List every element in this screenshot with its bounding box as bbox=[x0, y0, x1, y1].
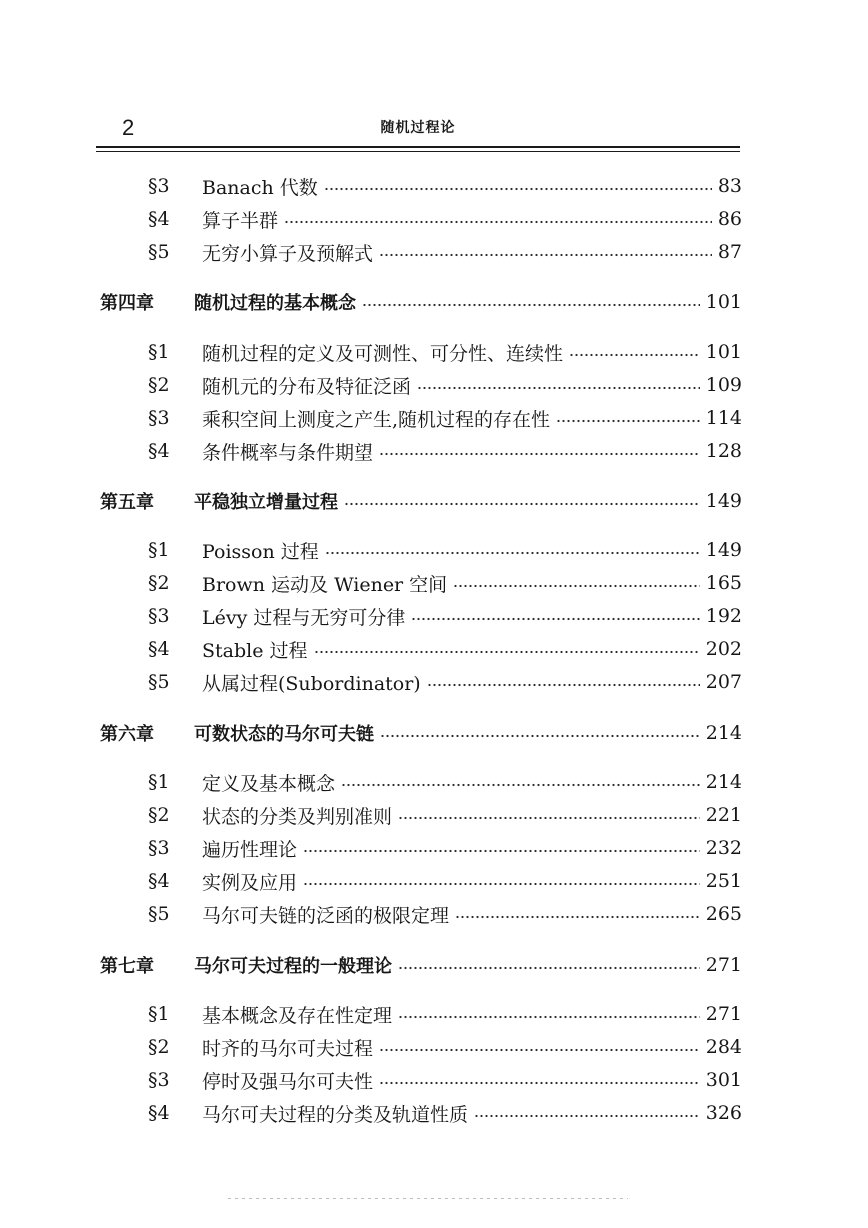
running-title: 随机过程论 bbox=[380, 120, 456, 136]
header-rule-thick bbox=[96, 146, 740, 148]
toc-section-row[interactable] bbox=[148, 171, 742, 201]
section-number: §1 bbox=[148, 539, 170, 561]
section-number: §3 bbox=[148, 605, 170, 627]
section-title: 定义及基本概念 bbox=[202, 772, 336, 795]
section-title: 随机过程的定义及可测性、可分性、连续性 bbox=[202, 342, 564, 365]
page-ref: 271 bbox=[705, 954, 742, 976]
section-number: §4 bbox=[148, 870, 170, 892]
page-ref: 265 bbox=[705, 903, 742, 925]
page-ref: 101 bbox=[705, 341, 742, 363]
dot-leader bbox=[324, 187, 712, 191]
section-number: §1 bbox=[148, 1003, 170, 1025]
scan-artifact-line bbox=[228, 1198, 628, 1199]
dot-leader bbox=[398, 1015, 700, 1019]
page-ref: 221 bbox=[705, 804, 742, 826]
section-title: Banach 代数 bbox=[202, 176, 318, 199]
page-ref: 149 bbox=[705, 539, 742, 561]
toc-section-row[interactable] bbox=[148, 800, 742, 830]
toc-section-row[interactable] bbox=[148, 403, 742, 433]
section-number: §2 bbox=[148, 374, 170, 396]
section-number: §3 bbox=[148, 175, 170, 197]
chapter-number: 第六章 bbox=[100, 724, 154, 745]
chapter-title: 可数状态的马尔可夫链 bbox=[194, 724, 374, 745]
section-number: §2 bbox=[148, 1036, 170, 1058]
dot-leader bbox=[303, 849, 700, 853]
section-title: 状态的分类及判别准则 bbox=[202, 805, 393, 828]
section-number: §2 bbox=[148, 572, 170, 594]
dot-leader bbox=[427, 683, 700, 687]
toc-section-row[interactable] bbox=[148, 866, 742, 896]
section-title: 马尔可夫过程的分类及轨道性质 bbox=[202, 1103, 469, 1126]
dot-leader bbox=[341, 783, 700, 787]
toc-section-row[interactable] bbox=[148, 667, 742, 697]
section-title: 时齐的马尔可夫过程 bbox=[202, 1037, 374, 1060]
section-number: §5 bbox=[148, 671, 170, 693]
page-ref: 326 bbox=[705, 1102, 742, 1124]
section-title: 算子半群 bbox=[202, 209, 279, 232]
toc-section-row[interactable] bbox=[148, 370, 742, 400]
dot-leader bbox=[455, 915, 700, 919]
toc-section-row[interactable] bbox=[148, 1032, 742, 1062]
page-ref: 232 bbox=[705, 837, 742, 859]
dot-leader bbox=[303, 882, 700, 886]
toc-section-row[interactable] bbox=[148, 767, 742, 797]
page-number: 2 bbox=[122, 115, 135, 140]
section-number: §1 bbox=[148, 341, 170, 363]
section-title: 随机元的分布及特征泛函 bbox=[202, 375, 412, 398]
section-title: 条件概率与条件期望 bbox=[202, 441, 374, 464]
dot-leader bbox=[325, 551, 700, 555]
dot-leader bbox=[556, 419, 700, 423]
page-ref: 271 bbox=[705, 1003, 742, 1025]
section-title: 停时及强马尔可夫性 bbox=[202, 1070, 374, 1093]
toc-section-row[interactable] bbox=[148, 568, 742, 598]
chapter-title: 平稳独立增量过程 bbox=[194, 492, 338, 513]
page-ref: 202 bbox=[705, 638, 742, 660]
section-number: §1 bbox=[148, 771, 170, 793]
toc-section-row[interactable] bbox=[148, 1098, 742, 1128]
toc-section-row[interactable] bbox=[148, 535, 742, 565]
page-ref: 207 bbox=[705, 671, 742, 693]
section-title: 遍历性理论 bbox=[202, 838, 298, 861]
section-title: 基本概念及存在性定理 bbox=[202, 1004, 393, 1027]
section-number: §4 bbox=[148, 638, 170, 660]
section-number: §2 bbox=[148, 804, 170, 826]
chapter-number: 第七章 bbox=[100, 956, 154, 977]
chapter-title: 马尔可夫过程的一般理论 bbox=[194, 956, 392, 977]
dot-leader bbox=[284, 220, 712, 224]
page-ref: 165 bbox=[705, 572, 742, 594]
dot-leader bbox=[314, 650, 700, 654]
section-title: 马尔可夫链的泛函的极限定理 bbox=[202, 904, 450, 927]
chapter-title: 随机过程的基本概念 bbox=[194, 293, 356, 314]
chapter-number: 第五章 bbox=[100, 492, 154, 513]
toc-section-row[interactable] bbox=[148, 833, 742, 863]
toc-chapter-row[interactable] bbox=[100, 486, 742, 516]
toc-section-row[interactable] bbox=[148, 1065, 742, 1095]
toc-chapter-row[interactable] bbox=[100, 287, 742, 317]
section-number: §3 bbox=[148, 1069, 170, 1091]
dot-leader bbox=[398, 816, 700, 820]
page-ref: 86 bbox=[717, 208, 742, 230]
page-ref: 87 bbox=[717, 241, 742, 263]
page-ref: 284 bbox=[705, 1036, 742, 1058]
dot-leader bbox=[569, 353, 700, 357]
header-rule-thin bbox=[96, 151, 740, 152]
section-title: Stable 过程 bbox=[202, 639, 308, 662]
dot-leader bbox=[379, 253, 712, 257]
section-number: §3 bbox=[148, 837, 170, 859]
page-ref: 109 bbox=[705, 374, 742, 396]
toc-chapter-row[interactable] bbox=[100, 950, 742, 980]
section-title: Brown 运动及 Wiener 空间 bbox=[202, 573, 448, 596]
section-number: §5 bbox=[148, 903, 170, 925]
toc-section-row[interactable] bbox=[148, 337, 742, 367]
toc-section-row[interactable] bbox=[148, 436, 742, 466]
page-ref: 192 bbox=[705, 605, 742, 627]
toc-section-row[interactable] bbox=[148, 237, 742, 267]
page-header bbox=[96, 114, 740, 144]
toc-section-row[interactable] bbox=[148, 899, 742, 929]
toc-section-row[interactable] bbox=[148, 634, 742, 664]
toc-section-row[interactable] bbox=[148, 999, 742, 1029]
page-ref: 214 bbox=[705, 771, 742, 793]
section-number: §5 bbox=[148, 241, 170, 263]
dot-leader bbox=[474, 1114, 700, 1118]
dot-leader bbox=[417, 386, 700, 390]
toc-section-row[interactable] bbox=[148, 204, 742, 234]
chapter-number: 第四章 bbox=[100, 293, 154, 314]
section-number: §4 bbox=[148, 440, 170, 462]
section-title: 实例及应用 bbox=[202, 871, 298, 894]
page-ref: 128 bbox=[705, 440, 742, 462]
dot-leader bbox=[411, 617, 699, 621]
dot-leader bbox=[344, 502, 700, 506]
dot-leader bbox=[362, 303, 700, 307]
section-number: §4 bbox=[148, 208, 170, 230]
section-number: §3 bbox=[148, 407, 170, 429]
section-number: §4 bbox=[148, 1102, 170, 1124]
page-ref: 101 bbox=[705, 291, 742, 313]
dot-leader bbox=[379, 452, 700, 456]
page-ref: 301 bbox=[705, 1069, 742, 1091]
toc-chapter-row[interactable] bbox=[100, 718, 742, 748]
page-ref: 251 bbox=[705, 870, 742, 892]
dot-leader bbox=[379, 1081, 700, 1085]
dot-leader bbox=[398, 966, 700, 970]
page-ref: 83 bbox=[717, 175, 742, 197]
section-title: 从属过程(Subordinator) bbox=[202, 672, 421, 695]
section-title: 无穷小算子及预解式 bbox=[202, 242, 374, 265]
section-title: 乘积空间上测度之产生,随机过程的存在性 bbox=[202, 408, 551, 431]
dot-leader bbox=[379, 1048, 700, 1052]
page-ref: 214 bbox=[705, 722, 742, 744]
section-title: Lévy 过程与无穷可分律 bbox=[202, 606, 406, 629]
section-title: Poisson 过程 bbox=[202, 540, 319, 563]
dot-leader bbox=[380, 734, 700, 738]
page-ref: 149 bbox=[705, 490, 742, 512]
page-ref: 114 bbox=[705, 407, 742, 429]
dot-leader bbox=[453, 584, 700, 588]
toc-section-row[interactable] bbox=[148, 601, 742, 631]
